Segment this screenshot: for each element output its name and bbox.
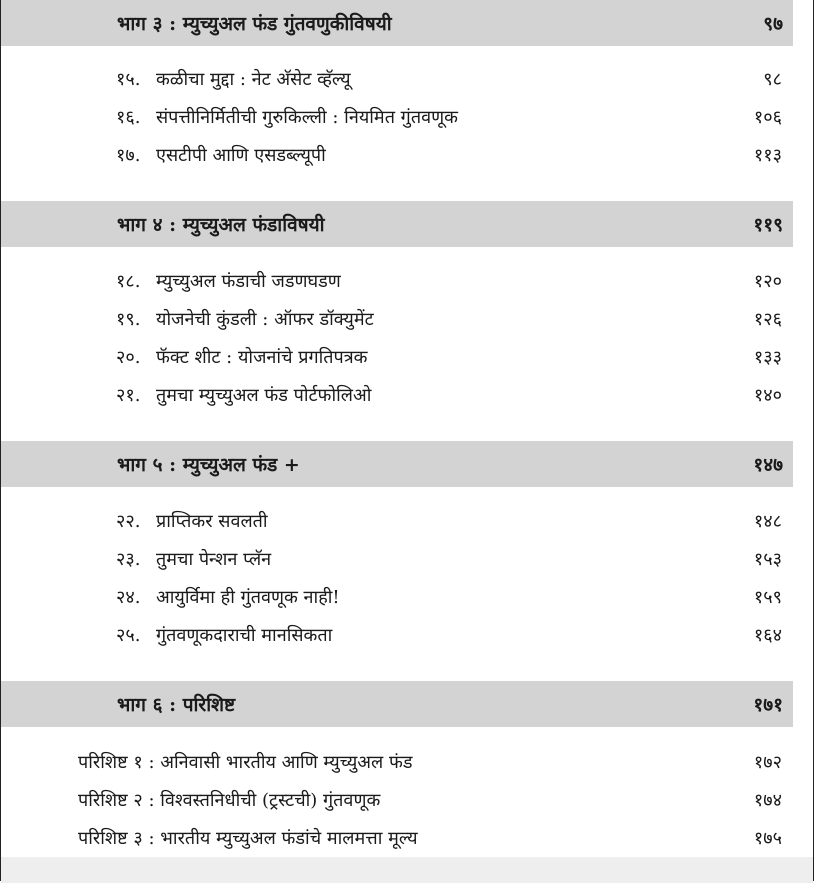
chapter-number: २४. (116, 587, 141, 608)
chapter-page-number: १४८ (753, 511, 782, 532)
part-page-number: १७१ (753, 694, 783, 716)
toc-entry[interactable] (0, 382, 792, 410)
chapter-title: कळीचा मुद्दा : नेट अ‍ॅसेट व्हॅल्यू (156, 69, 351, 90)
part-page-number: १४७ (753, 454, 783, 476)
chapter-number: १६. (116, 107, 141, 128)
chapter-page-number: १६४ (753, 625, 782, 646)
toc-entry[interactable] (0, 508, 792, 536)
chapter-title: तुमचा म्युच्युअल फंड पोर्टफोलिओ (156, 385, 372, 406)
chapter-number: २५. (116, 625, 141, 646)
toc-entry[interactable] (0, 142, 792, 170)
chapter-number: १७. (116, 145, 141, 166)
chapter-number: २१. (116, 385, 141, 406)
chapter-title: गुंतवणूकदाराची मानसिकता (156, 625, 333, 646)
chapter-page-number: ९८ (763, 69, 782, 90)
part-title: भाग ३ : म्युच्युअल फंड गुंतवणुकीविषयी (117, 13, 392, 35)
part-header-3[interactable] (1, 0, 793, 46)
chapter-page-number: १२६ (753, 309, 782, 330)
toc-entry[interactable] (0, 546, 792, 574)
part-header-4[interactable] (1, 201, 793, 247)
chapter-title: एसटीपी आणि एसडब्ल्यूपी (156, 145, 326, 166)
chapter-title: आयुर्विमा ही गुंतवणूक नाही! (156, 587, 340, 608)
toc-appendix-entry[interactable] (0, 787, 792, 815)
part-header-5[interactable] (1, 441, 793, 487)
chapter-page-number: १४० (753, 385, 782, 406)
appendix-title: परिशिष्ट १ : अनिवासी भारतीय आणि म्युच्युअल फंड (78, 752, 413, 773)
part-page-number: ९७ (763, 13, 783, 35)
chapter-number: १८. (116, 271, 141, 292)
chapter-page-number: १५३ (753, 549, 782, 570)
chapter-number: १९. (116, 309, 141, 330)
part-page-number: ११९ (753, 214, 783, 236)
chapter-page-number: १३३ (753, 347, 782, 368)
chapter-title: तुमचा पेन्शन प्लॅन (156, 549, 272, 570)
toc-entry[interactable] (0, 306, 792, 334)
appendix-title: परिशिष्ट ३ : भारतीय म्युच्युअल फंडांचे मालमत्ता मूल्य (78, 828, 418, 849)
chapter-number: १५. (116, 69, 141, 90)
toc-entry[interactable] (0, 344, 792, 372)
chapter-number: २३. (116, 549, 141, 570)
toc-entry[interactable] (0, 66, 792, 94)
toc-entry[interactable] (0, 268, 792, 296)
chapter-number: २२. (116, 511, 141, 532)
chapter-title: संपत्तीनिर्मितीची गुरुकिल्ली : नियमित गुंतवणूक (156, 107, 458, 128)
toc-appendix-entry[interactable] (0, 825, 792, 853)
page-bottom-strip (1, 857, 813, 883)
toc-appendix-entry[interactable] (0, 749, 792, 777)
part-title: भाग ५ : म्युच्युअल फंड + (117, 454, 300, 476)
toc-entry[interactable] (0, 584, 792, 612)
chapter-page-number: १२० (753, 271, 782, 292)
chapter-title: फॅक्ट शीट : योजनांचे प्रगतिपत्रक (156, 347, 368, 368)
chapter-page-number: १०६ (753, 107, 782, 128)
part-header-6[interactable] (1, 681, 793, 727)
chapter-title: प्राप्तिकर सवलती (156, 511, 268, 532)
chapter-page-number: ११३ (753, 145, 782, 166)
chapter-page-number: १५९ (753, 587, 782, 608)
chapter-number: २०. (116, 347, 141, 368)
appendix-page-number: १७४ (753, 790, 782, 811)
appendix-title: परिशिष्ट २ : विश्वस्तनिधीची (ट्रस्टची) गुंतवणूक (78, 790, 381, 811)
part-title: भाग ४ : म्युच्युअल फंडाविषयी (117, 214, 325, 236)
appendix-page-number: १७२ (753, 752, 782, 773)
part-title: भाग ६ : परिशिष्ट (117, 694, 236, 716)
appendix-page-number: १७५ (753, 828, 782, 849)
chapter-title: योजनेची कुंडली : ऑफर डॉक्युमेंट (156, 309, 374, 330)
toc-entry[interactable] (0, 622, 792, 650)
toc-entry[interactable] (0, 104, 792, 132)
chapter-title: म्युच्युअल फंडाची जडणघडण (156, 271, 341, 292)
